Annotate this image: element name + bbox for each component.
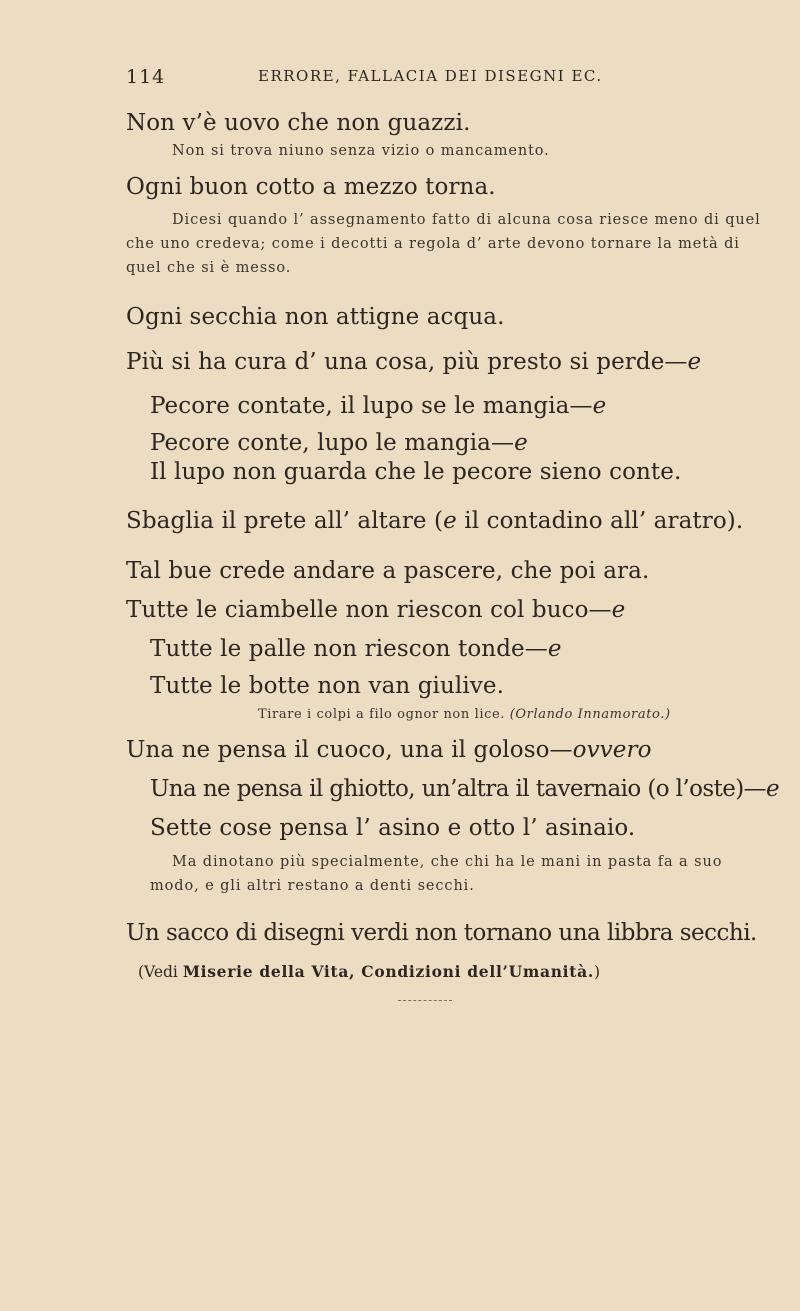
proverb-text: Una ne pensa il cuoco, una il goloso— [126,737,573,763]
proverb-line: Sette cose pensa l’ asino e otto l’ asinaio. [150,815,636,841]
conjunction: e [514,430,528,456]
proverb-line: Non v’è uovo che non guazzi. [126,110,471,136]
proverb-line [150,776,779,802]
proverb-line [150,636,562,662]
reference-suffix: ) [593,963,601,981]
proverb-text: Pecore conte, lupo le mangia— [150,430,515,456]
proverb-text: Più si ha cura d’ una cosa, più presto si perde— [126,349,688,375]
conjunction: ovvero [572,737,652,763]
proverb-line [126,737,652,763]
quotation-note [258,707,671,722]
proverb-text: Pecore contate, il lupo se le mangia— [150,393,593,419]
proverb-line: Il lupo non guarda che le pecore sieno conte. [150,459,682,485]
running-title: ERRORE, FALLACIA DEI DISEGNI EC. [258,67,603,85]
page-header [126,66,686,88]
proverb-line [150,393,606,419]
proverb-line: Tutte le botte non van giulive. [150,673,505,699]
conjunction: e [592,393,607,419]
proverb-line: Tal bue crede andare a pascere, che poi ara. [126,558,650,584]
proverb-line [126,349,701,375]
proverb-text: Sbaglia il prete all’ altare ( [126,508,444,534]
closing-rule [398,1000,452,1001]
page-number: 114 [126,66,166,88]
proverb-note: Non si trova niuno senza vizio o mancamento. [172,143,550,159]
proverb-text: il contadino all’ aratro). [456,508,744,534]
conjunction: e [443,508,457,534]
proverb-text: Tutte le palle non riescon tonde— [150,636,548,662]
reference-prefix: (Vedi [138,963,183,981]
conjunction: e [766,776,780,802]
conjunction: e [611,597,626,623]
conjunction: e [547,636,562,662]
proverb-line: Un sacco di disegni verdi non tornano una libbra secchi. [126,920,757,946]
reference-topics: Miserie della Vita, Condizioni dell’Umanità. [182,962,594,981]
citation: (Orlando Innamorato.) [509,707,671,722]
proverb-line [126,508,743,534]
proverb-note: Ma dinotano più specialmente, che chi ha le mani in pasta fa a suo modo, e gli altri restano a denti secchi. [150,854,723,894]
proverb-note: Dicesi quando l’ assegnamento fatto di alcuna cosa riesce meno di quel che uno credeva; come i decotti a regola d’ arte devono tornare la metà di quel che si è messo. [126,212,761,276]
proverb-line: Ogni secchia non attigne acqua. [126,304,505,330]
proverb-line: Ogni buon cotto a mezzo torna. [126,174,496,200]
quotation-text: Tirare i colpi a filo ognor non lice. [258,707,505,722]
conjunction: e [687,349,702,375]
proverb-line [126,597,625,623]
cross-reference [138,962,600,981]
proverb-line [150,430,528,456]
proverb-text: Una ne pensa il ghiotto, un’altra il tavernaio (o l’oste)— [150,776,767,802]
proverb-text: Tutte le ciambelle non riescon col buco— [126,597,612,623]
